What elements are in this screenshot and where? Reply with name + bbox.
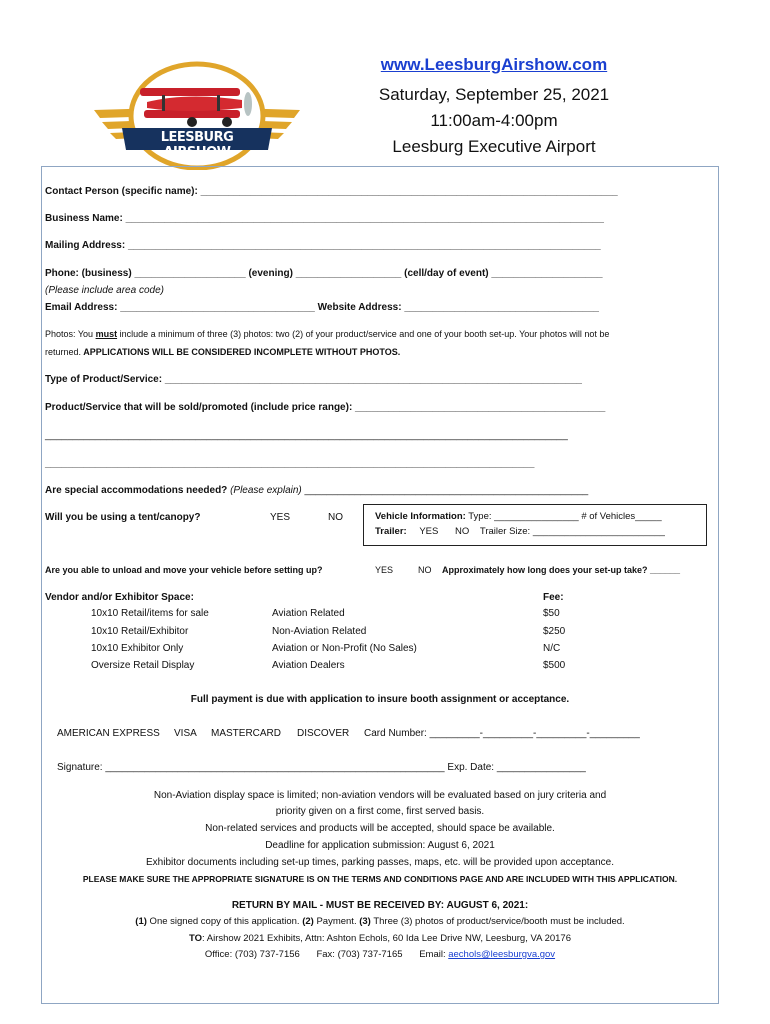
- note-line-1: Non-Aviation display space is limited; non-aviation vendors will be evaluated based on jury criteria and: [153, 790, 607, 801]
- contact-person-field[interactable]: Contact Person (specific name): ___________________________________________________________________________: [45, 186, 618, 197]
- card-mastercard[interactable]: MASTERCARD: [211, 728, 282, 739]
- vendor-fee-1: $50: [543, 608, 560, 619]
- payment-note: Full payment is due with application to insure booth assignment or acceptance.: [190, 694, 570, 705]
- photos-text-a: : You: [73, 329, 96, 339]
- trailer-label: Trailer:: [375, 526, 407, 537]
- note-line-3: Non-related services and products will be accepted, should space be available.: [205, 823, 555, 834]
- vehicle-type-line[interactable]: [375, 510, 706, 523]
- card-visa[interactable]: VISA: [174, 728, 197, 739]
- vendor-space-4: Oversize Retail Display: [91, 660, 195, 671]
- trailer-no-option[interactable]: NO: [454, 526, 470, 537]
- mailing-address-field[interactable]: Mailing Address: _____________________________________________________________________________________: [45, 240, 601, 251]
- email-link[interactable]: aechols@leesburgva.gov: [448, 949, 556, 960]
- vendor-space-2: 10x10 Retail/Exhibitor: [91, 626, 189, 637]
- return-item-3-num: (3): [359, 916, 371, 927]
- product-sold-field[interactable]: Product/Service that will be sold/promoted (include price range): _____________________________________________: [45, 402, 606, 413]
- note-line-4: Deadline for application submission: August 6, 2021: [265, 840, 495, 851]
- fee-heading: Fee:: [543, 592, 564, 603]
- email-label: Email:: [419, 949, 449, 960]
- return-item-1-num: (1): [135, 916, 147, 927]
- airshow-logo: [92, 58, 302, 170]
- vendor-space-3: 10x10 Exhibitor Only: [91, 643, 184, 654]
- area-code-note: (Please include area code): [45, 285, 164, 296]
- trailer-size-field[interactable]: Trailer Size: _________________________: [479, 526, 665, 537]
- vendor-fee-3: N/C: [543, 643, 561, 654]
- photos-label: Photos: [45, 329, 74, 339]
- event-venue: Leesburg Executive Airport: [392, 137, 596, 156]
- unload-question: Are you able to unload and move your vehicle before setting up?: [45, 565, 323, 575]
- trailer-line: [375, 525, 706, 538]
- event-time: 11:00am-4:00pm: [430, 111, 558, 130]
- trailer-yes-option[interactable]: YES: [419, 526, 439, 537]
- signature-reminder: PLEASE MAKE SURE THE APPROPRIATE SIGNATURE IS ON THE TERMS AND CONDITIONS PAGE AND ARE INCLUDED WITH THIS APPLICATION.: [82, 874, 678, 884]
- event-date: Saturday, September 25, 2021: [378, 85, 610, 104]
- special-line: ___________________________________________________: [301, 485, 589, 496]
- phone-field[interactable]: Phone: (business) ____________________ (evening) ___________________ (cell/day of event) ____________________: [45, 268, 603, 279]
- tent-yes-option[interactable]: YES: [270, 512, 291, 523]
- photos-returned: returned.: [45, 347, 82, 357]
- return-items: [41, 915, 719, 928]
- vendor-category-2: Non-Aviation Related: [272, 626, 367, 637]
- return-item-1: One signed copy of this application.: [146, 916, 303, 927]
- card-amex[interactable]: AMERICAN EXPRESS: [57, 728, 160, 739]
- photos-must: must: [95, 329, 118, 339]
- unload-no-option[interactable]: NO: [418, 565, 432, 575]
- card-discover[interactable]: DISCOVER: [297, 728, 350, 739]
- business-name-field[interactable]: Business Name: ______________________________________________________________________________________: [45, 213, 604, 224]
- vehicle-type-text: Type: ________________ # of Vehicles_____: [465, 511, 662, 522]
- website-link[interactable]: www.LeesburgAirshow.com: [380, 55, 608, 74]
- photos-text-b: include a minimum of three (3) photos: two (2) of your product/service and one of your booth set-up. Your photos will not be: [117, 329, 610, 339]
- special-label: Are special accommodations needed?: [45, 485, 231, 496]
- logo-text: LEESBURG AIRSHOW: [160, 130, 234, 160]
- vendor-category-1: Aviation Related: [272, 608, 345, 619]
- return-item-3: Three (3) photos of product/service/booth must be included.: [370, 916, 625, 927]
- tent-question: Will you be using a tent/canopy?: [45, 512, 201, 523]
- email-website-field[interactable]: Email Address: ___________________________________ Website Address: ___________________________________: [45, 302, 599, 313]
- special-accommodations-field[interactable]: [45, 484, 588, 497]
- vehicle-info-label: Vehicle Information:: [375, 511, 466, 522]
- card-number-field[interactable]: Card Number: _________-_________-_________-_________: [364, 728, 640, 739]
- photos-requirement: [45, 328, 609, 340]
- return-address: [41, 932, 719, 945]
- fax-number: Fax: (703) 737-7165: [316, 949, 403, 960]
- return-item-2-num: (2): [302, 916, 314, 927]
- return-heading: RETURN BY MAIL - MUST BE RECEIVED BY: AUGUST 6, 2021:: [231, 900, 529, 911]
- tent-no-option[interactable]: NO: [328, 512, 343, 523]
- office-phone: Office: (703) 737-7156: [204, 949, 300, 960]
- vendor-heading: Vendor and/or Exhibitor Space:: [45, 592, 194, 603]
- special-paren: (Please explain): [230, 485, 302, 496]
- contact-line: [41, 948, 719, 961]
- vehicle-info-box: [363, 504, 707, 546]
- to-address: : Airshow 2021 Exhibits, Attn: Ashton Echols, 60 Ida Lee Drive NW, Leesburg, VA 20176: [202, 933, 571, 944]
- vendor-space-1: 10x10 Retail/items for sale: [91, 608, 209, 619]
- product-type-field[interactable]: Type of Product/Service: ___________________________________________________________________________: [45, 374, 582, 385]
- vendor-category-4: Aviation Dealers: [272, 660, 345, 671]
- product-blank-line-2[interactable]: ________________________________________________________________________________________: [45, 458, 535, 469]
- photos-incomplete-note: [45, 346, 400, 358]
- vendor-category-3: Aviation or Non-Profit (No Sales): [272, 643, 417, 654]
- photos-warning: APPLICATIONS WILL BE CONSIDERED INCOMPLETE WITHOUT PHOTOS.: [81, 347, 401, 357]
- setup-time-field[interactable]: Approximately how long does your set-up take? ______: [442, 565, 681, 575]
- return-item-2: Payment.: [313, 916, 360, 927]
- note-line-2: priority given on a first come, first served basis.: [275, 806, 485, 817]
- to-label: TO: [189, 933, 203, 944]
- unload-yes-option[interactable]: YES: [375, 565, 394, 575]
- product-blank-line-1[interactable]: ______________________________________________________________________________________________: [45, 430, 568, 441]
- vendor-fee-4: $500: [543, 660, 566, 671]
- signature-field[interactable]: Signature: _____________________________________________________________ Exp. Date: ________________: [57, 762, 586, 773]
- vendor-fee-2: $250: [543, 626, 566, 637]
- note-line-5: Exhibitor documents including set-up times, parking passes, maps, etc. will be provided upon acceptance.: [145, 857, 615, 868]
- website-link-wrap: [344, 51, 644, 78]
